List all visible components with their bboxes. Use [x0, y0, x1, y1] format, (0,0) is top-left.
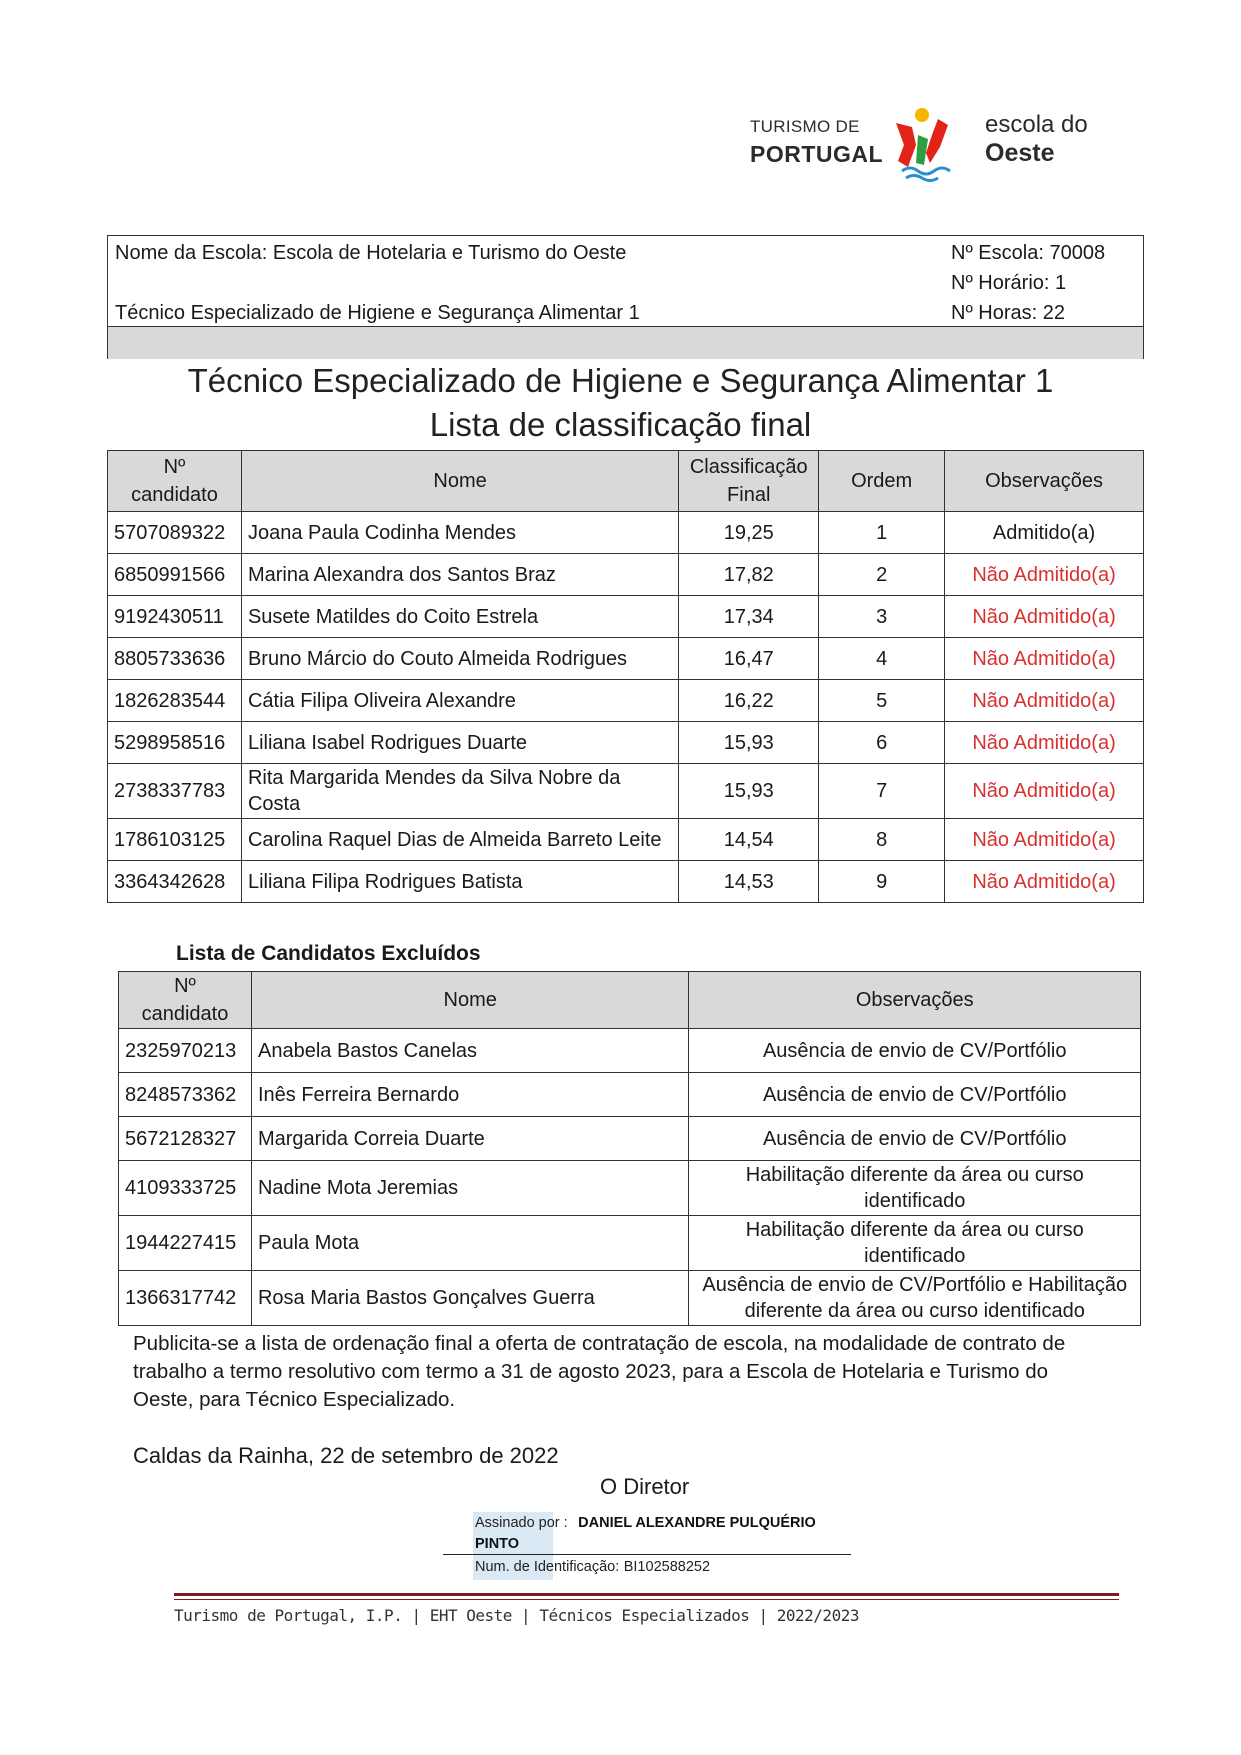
candidate-id: 8805733636 [108, 638, 242, 680]
final-score: 14,54 [679, 819, 819, 861]
col-order: Ordem [819, 451, 945, 512]
candidate-name: Margarida Correia Duarte [251, 1117, 688, 1161]
final-score: 16,47 [679, 638, 819, 680]
exclusion-reason: Ausência de envio de CV/Portfólio [689, 1117, 1141, 1161]
candidate-id: 9192430511 [108, 596, 242, 638]
table-row [108, 722, 1144, 764]
candidate-name: Paula Mota [251, 1216, 688, 1271]
rank-order: 7 [819, 764, 945, 819]
status-not-admitted: Não Admitido(a) [945, 861, 1144, 903]
col-name: Nome [241, 451, 678, 512]
status-not-admitted: Não Admitido(a) [945, 554, 1144, 596]
logo-school-line2: Oeste [985, 139, 1055, 167]
candidate-id: 1366317742 [119, 1271, 252, 1326]
final-score: 17,82 [679, 554, 819, 596]
table-row [108, 512, 1144, 554]
director-label: O Diretor [600, 1474, 690, 1499]
status-not-admitted: Não Admitido(a) [945, 596, 1144, 638]
publication-notice: Publicita-se a lista de ordenação final a oferta de contratação de escola, na modalidade de contrato de trabalho a termo resolutivo com termo a 31 de agosto 2023, para a Escola de Hotelaria e Turismo do Oeste, para Técnico Especializado. [133, 1332, 1066, 1411]
final-score: 15,93 [679, 722, 819, 764]
place-date: Caldas da Rainha, 22 de setembro de 2022 [133, 1443, 559, 1468]
candidate-name: Bruno Márcio do Couto Almeida Rodrigues [241, 638, 678, 680]
rank-order: 9 [819, 861, 945, 903]
candidate-id: 5672128327 [119, 1117, 252, 1161]
candidate-id: 5298958516 [108, 722, 242, 764]
table-row [119, 1073, 1141, 1117]
candidate-name: Inês Ferreira Bernardo [251, 1073, 688, 1117]
excluded-table [118, 971, 1141, 1326]
rank-order: 1 [819, 512, 945, 554]
signer-id: Num. de Identificação: BI102588252 [475, 1559, 711, 1575]
page-subtitle: Lista de classificação final [429, 406, 812, 443]
logo-brand-line1: TURISMO DE [750, 117, 860, 136]
rank-order: 4 [819, 638, 945, 680]
candidate-name: Nadine Mota Jeremias [251, 1161, 688, 1216]
status-not-admitted: Não Admitido(a) [945, 819, 1144, 861]
candidate-name: Joana Paula Codinha Mendes [241, 512, 678, 554]
status-not-admitted: Não Admitido(a) [945, 764, 1144, 819]
status-not-admitted: Não Admitido(a) [945, 638, 1144, 680]
exclusion-reason: Habilitação diferente da área ou curso identificado [689, 1161, 1141, 1216]
table-row [108, 596, 1144, 638]
final-score: 14,53 [679, 861, 819, 903]
page-title: Técnico Especializado de Higiene e Segurança Alimentar 1 [187, 362, 1054, 399]
candidate-id: 1944227415 [119, 1216, 252, 1271]
signed-by: Assinado por : DANIEL ALEXANDRE PULQUÉRIO [475, 1515, 816, 1531]
school-info-box [107, 235, 1144, 359]
col-candidate-number: Nº candidato [119, 972, 252, 1029]
col-notes: Observações [945, 451, 1144, 512]
exclusion-reason: Ausência de envio de CV/Portfólio e Habilitação diferente da área ou curso identificado [689, 1271, 1141, 1326]
footer-rule-thin [174, 1599, 1119, 1600]
candidate-name: Anabela Bastos Canelas [251, 1029, 688, 1073]
candidate-id: 3364342628 [108, 861, 242, 903]
table-row [119, 1161, 1141, 1216]
col-name: Nome [251, 972, 688, 1029]
candidate-id: 1826283544 [108, 680, 242, 722]
excluded-header-row [119, 972, 1141, 1029]
table-row [108, 638, 1144, 680]
candidate-id: 2325970213 [119, 1029, 252, 1073]
status-not-admitted: Não Admitido(a) [945, 680, 1144, 722]
candidate-id: 4109333725 [119, 1161, 252, 1216]
final-score: 19,25 [679, 512, 819, 554]
footer-text: Turismo de Portugal, I.P. | EHT Oeste | Técnicos Especializados | 2022/2023 [174, 1606, 859, 1625]
candidate-id: 8248573362 [119, 1073, 252, 1117]
table-row [108, 680, 1144, 722]
table-row [119, 1271, 1141, 1326]
final-score: 17,34 [679, 596, 819, 638]
table-row [119, 1117, 1141, 1161]
status-admitted: Admitido(a) [945, 512, 1144, 554]
header-grey-band [108, 326, 1143, 359]
school-number: Nº Escola: 70008 [951, 242, 1106, 264]
logo-school-line1: escola do [985, 111, 1088, 138]
header-logo [750, 105, 1100, 185]
candidate-name: Rita Margarida Mendes da Silva Nobre da Costa [241, 764, 678, 819]
table-row [119, 1029, 1141, 1073]
logo-brand-line2: PORTUGAL [750, 141, 884, 167]
footer-rule [174, 1593, 1119, 1596]
candidate-name: Rosa Maria Bastos Gonçalves Guerra [251, 1271, 688, 1326]
school-name: Nome da Escola: Escola de Hotelaria e Turismo do Oeste [115, 242, 627, 264]
status-not-admitted: Não Admitido(a) [945, 722, 1144, 764]
candidate-name: Marina Alexandra dos Santos Braz [241, 554, 678, 596]
signature-line [443, 1554, 851, 1555]
final-score: 15,93 [679, 764, 819, 819]
table-row [108, 554, 1144, 596]
course-name: Técnico Especializado de Higiene e Segurança Alimentar 1 [115, 302, 640, 324]
candidate-name: Cátia Filipa Oliveira Alexandre [241, 680, 678, 722]
turismo-portugal-emblem-icon [882, 105, 962, 183]
rank-order: 8 [819, 819, 945, 861]
exclusion-reason: Ausência de envio de CV/Portfólio [689, 1073, 1141, 1117]
candidate-name: Liliana Isabel Rodrigues Duarte [241, 722, 678, 764]
schedule-number: Nº Horário: 1 [951, 272, 1067, 294]
candidate-id: 6850991566 [108, 554, 242, 596]
col-notes: Observações [689, 972, 1141, 1029]
results-header-row [108, 451, 1144, 512]
rank-order: 3 [819, 596, 945, 638]
rank-order: 5 [819, 680, 945, 722]
col-candidate-number: Nº candidato [108, 451, 242, 512]
hours-count: Nº Horas: 22 [951, 302, 1066, 324]
table-row [119, 1216, 1141, 1271]
signer-name: DANIEL ALEXANDRE PULQUÉRIO [578, 1515, 816, 1531]
excluded-list-title: Lista de Candidatos Excluídos [176, 942, 481, 965]
rank-order: 2 [819, 554, 945, 596]
results-table [107, 450, 1144, 903]
table-row [108, 764, 1144, 819]
table-row [108, 861, 1144, 903]
rank-order: 6 [819, 722, 945, 764]
table-row [108, 819, 1144, 861]
digital-signature [443, 1512, 863, 1580]
col-final-score: Classificação Final [679, 451, 819, 512]
final-score: 16,22 [679, 680, 819, 722]
candidate-id: 1786103125 [108, 819, 242, 861]
exclusion-reason: Ausência de envio de CV/Portfólio [689, 1029, 1141, 1073]
candidate-name: Liliana Filipa Rodrigues Batista [241, 861, 678, 903]
candidate-name: Carolina Raquel Dias de Almeida Barreto Leite [241, 819, 678, 861]
candidate-id: 2738337783 [108, 764, 242, 819]
signer-name-cont: PINTO [475, 1536, 520, 1552]
exclusion-reason: Habilitação diferente da área ou curso identificado [689, 1216, 1141, 1271]
candidate-id: 5707089322 [108, 512, 242, 554]
candidate-name: Susete Matildes do Coito Estrela [241, 596, 678, 638]
